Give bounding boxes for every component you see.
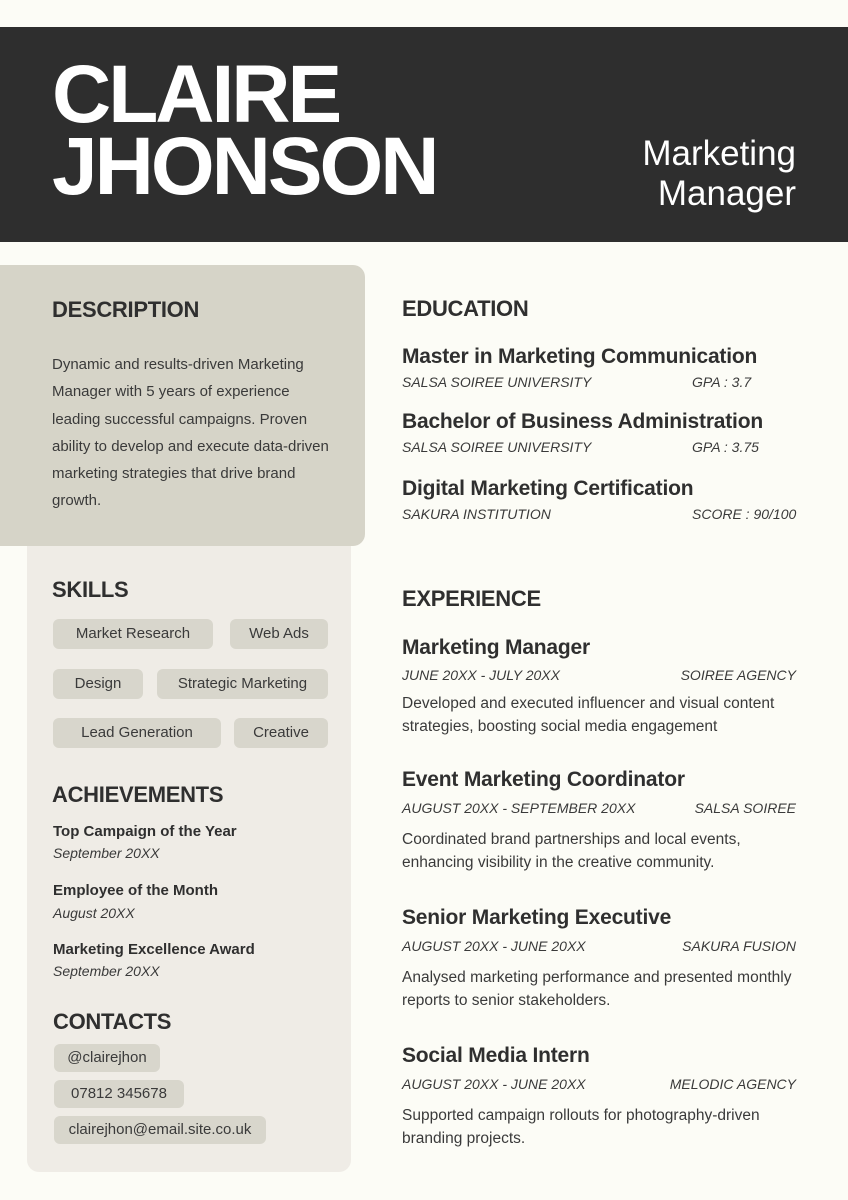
education-degree: Master in Marketing Communication: [402, 345, 758, 368]
experience-dates: AUGUST 20XX - SEPTEMBER 20XX: [402, 800, 636, 816]
last-name: JHONSON: [52, 121, 437, 212]
experience-description: Analysed marketing performance and presented monthly reports to senior stakeholders.: [402, 969, 792, 1009]
first-name: CLAIRE: [52, 49, 340, 140]
experience-role: Marketing Manager: [402, 636, 590, 659]
email-address[interactable]: clairejhon@email.site.co.uk: [54, 1116, 266, 1144]
experience-role: Social Media Intern: [402, 1044, 590, 1067]
experience-description: Coordinated brand partnerships and local events, enhancing visibility in the creative community.: [402, 831, 741, 871]
skill-tag: Design: [53, 669, 143, 699]
achievements-heading: ACHIEVEMENTS: [52, 782, 224, 807]
education-school: SAKURA INSTITUTION: [402, 506, 551, 522]
education-heading: EDUCATION: [402, 296, 529, 321]
job-title: [642, 134, 796, 214]
education-score: GPA : 3.7: [692, 374, 752, 390]
education-degree: Digital Marketing Certification: [402, 477, 694, 500]
achievement-date: August 20XX: [53, 905, 135, 921]
education-degree: Bachelor of Business Administration: [402, 410, 763, 433]
experience-dates: AUGUST 20XX - JUNE 20XX: [402, 1076, 586, 1092]
phone-number: 07812 345678: [54, 1080, 184, 1108]
skill-tag: Strategic Marketing: [157, 669, 328, 699]
experience-description: Developed and executed influencer and visual content strategies, boosting social media engagement: [402, 695, 775, 735]
experience-company: MELODIC AGENCY: [669, 1076, 796, 1092]
header-banner: [0, 27, 848, 242]
experience-dates: AUGUST 20XX - JUNE 20XX: [402, 938, 586, 954]
achievement-title: Marketing Excellence Award: [53, 941, 255, 958]
candidate-name: [52, 49, 437, 212]
experience-role: Senior Marketing Executive: [402, 906, 672, 929]
skill-tag: Web Ads: [230, 619, 328, 649]
skill-tag: Lead Generation: [53, 718, 221, 748]
education-school: SALSA SOIREE UNIVERSITY: [402, 374, 592, 390]
education-school: SALSA SOIREE UNIVERSITY: [402, 439, 592, 455]
skills-heading: SKILLS: [52, 577, 129, 602]
experience-description: Supported campaign rollouts for photography-driven branding projects.: [402, 1107, 760, 1147]
achievement-title: Employee of the Month: [53, 882, 218, 899]
description-text: Dynamic and results-driven Marketing Manager with 5 years of experience leading successful campaigns. Proven ability to develop and execute data-driven marketing strategies that drive brand growth.: [52, 356, 329, 510]
skill-tag: Market Research: [53, 619, 213, 649]
experience-company: SAKURA FUSION: [682, 938, 796, 954]
experience-role: Event Marketing Coordinator: [402, 768, 685, 791]
experience-company: SOIREE AGENCY: [680, 667, 796, 683]
contacts-heading: CONTACTS: [53, 1009, 172, 1034]
achievement-date: September 20XX: [53, 963, 160, 979]
education-score: SCORE : 90/100: [692, 506, 797, 522]
job-title-line-1: Marketing: [642, 134, 796, 173]
experience-heading: EXPERIENCE: [402, 586, 541, 611]
experience-company: SALSA SOIREE: [694, 800, 796, 816]
social-handle: @clairejhon: [54, 1044, 160, 1072]
achievement-date: September 20XX: [53, 845, 160, 861]
experience-dates: JUNE 20XX - JULY 20XX: [402, 667, 560, 683]
job-title-line-2: Manager: [657, 174, 796, 213]
skill-tag: Creative: [234, 718, 328, 748]
education-score: GPA : 3.75: [692, 439, 759, 455]
description-heading: DESCRIPTION: [52, 297, 200, 322]
achievement-title: Top Campaign of the Year: [53, 823, 237, 840]
